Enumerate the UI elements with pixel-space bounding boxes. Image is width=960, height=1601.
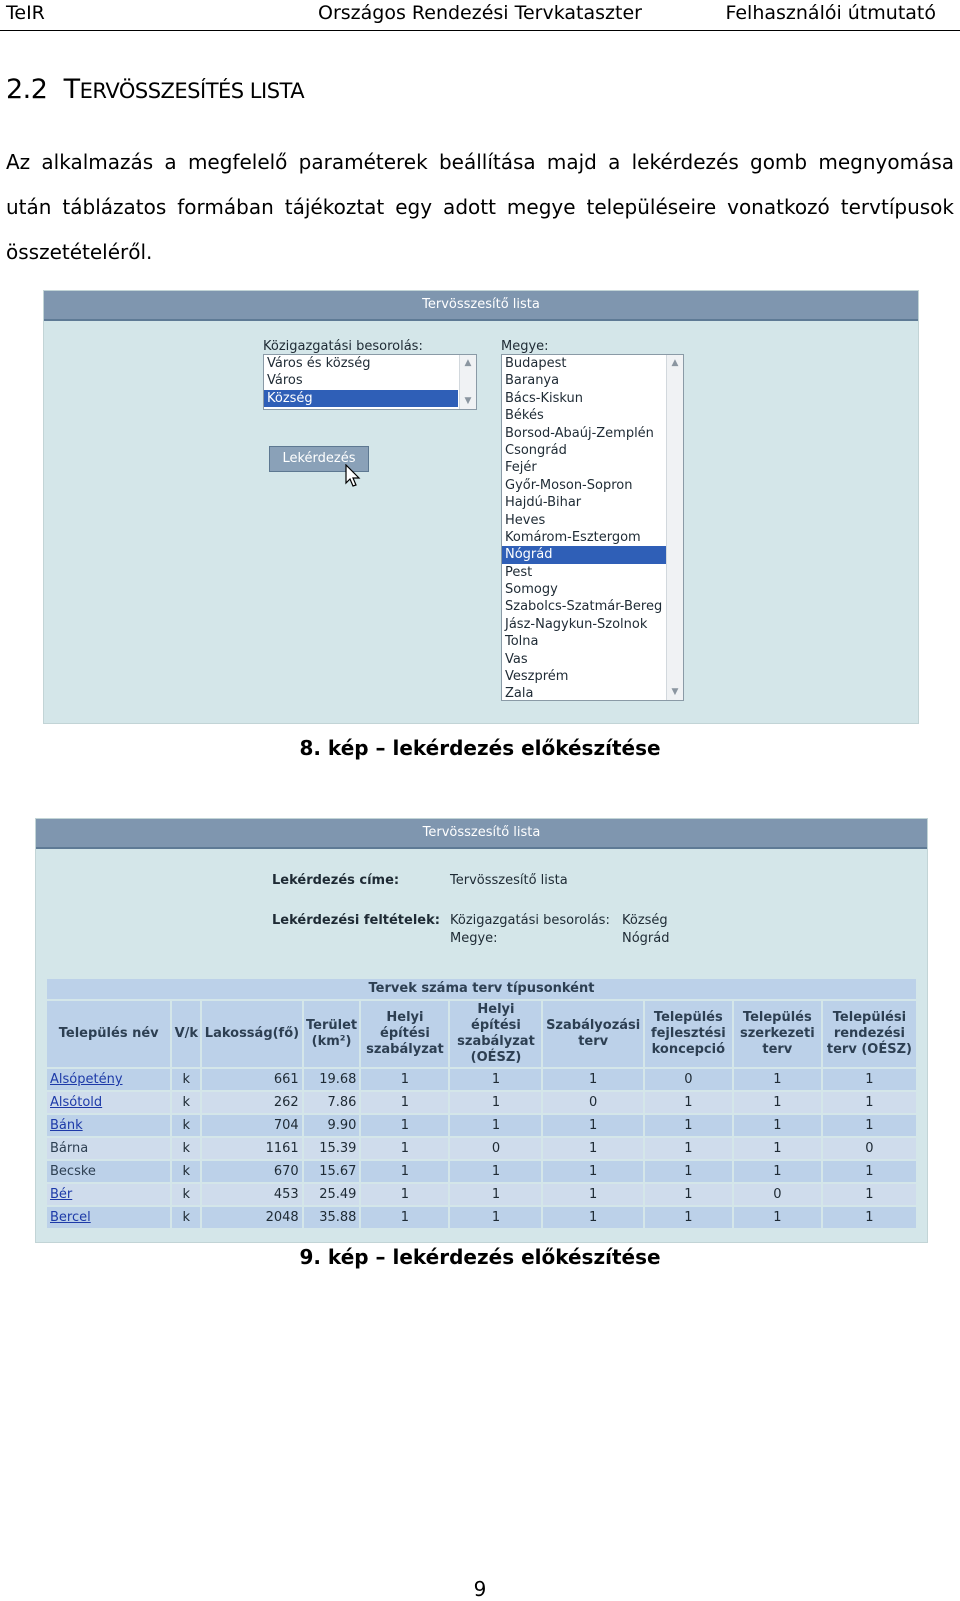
county-option[interactable]: Fejér xyxy=(505,460,537,476)
settlement-name: Bárna xyxy=(50,1141,89,1156)
area-cell: 9.90 xyxy=(304,1115,360,1136)
table-row xyxy=(47,1161,916,1182)
admin-option-selected[interactable]: Község xyxy=(264,390,458,407)
results-title: Tervösszesítő lista xyxy=(36,819,927,849)
figure-caption-8: 8. kép – lekérdezés előkészítése xyxy=(299,736,661,760)
plan-count-cell: 1 xyxy=(450,1092,541,1113)
plan-count-cell: 1 xyxy=(361,1069,448,1090)
plan-count-cell: 0 xyxy=(734,1184,821,1205)
col-header: V/k xyxy=(172,1001,200,1067)
vk-cell: k xyxy=(172,1138,200,1159)
condition-county-key: Megye: xyxy=(450,931,498,946)
settlement-link[interactable]: Alsótold xyxy=(50,1095,103,1110)
admin-listbox[interactable] xyxy=(263,354,477,410)
plan-count-cell: 1 xyxy=(645,1161,732,1182)
vk-cell: k xyxy=(172,1115,200,1136)
header-left: TeIR xyxy=(6,2,45,24)
admin-option[interactable]: Város xyxy=(267,373,303,389)
section-title-rest: ERVÖSSZESÍTÉS LISTA xyxy=(79,79,305,103)
county-option[interactable]: Békés xyxy=(505,408,544,424)
county-scrollbar[interactable] xyxy=(666,355,683,700)
area-cell: 19.68 xyxy=(304,1069,360,1090)
plan-count-cell: 1 xyxy=(645,1092,732,1113)
plan-count-cell: 1 xyxy=(645,1138,732,1159)
plan-count-cell: 1 xyxy=(734,1138,821,1159)
plan-count-cell: 1 xyxy=(361,1138,448,1159)
settlement-link[interactable]: Bercel xyxy=(50,1210,91,1225)
county-option[interactable]: Vas xyxy=(505,651,528,667)
col-header: Szabályozási terv xyxy=(543,1001,642,1067)
area-cell: 35.88 xyxy=(304,1207,360,1228)
condition-admin-key: Közigazgatási besorolás: xyxy=(450,913,610,928)
settlement-name-cell xyxy=(47,1092,170,1113)
scroll-up-icon[interactable]: ▲ xyxy=(671,358,679,368)
county-option[interactable]: Veszprém xyxy=(505,669,569,685)
county-option[interactable]: Tolna xyxy=(505,634,539,650)
population-cell: 704 xyxy=(202,1115,301,1136)
plan-count-cell: 1 xyxy=(645,1207,732,1228)
county-option-selected[interactable]: Nógrád xyxy=(502,546,666,563)
plan-count-cell: 1 xyxy=(543,1115,642,1136)
query-form-screenshot xyxy=(43,290,919,724)
settlement-link[interactable]: Bér xyxy=(50,1187,73,1202)
plan-count-cell: 1 xyxy=(645,1115,732,1136)
population-cell: 2048 xyxy=(202,1207,301,1228)
query-title-value: Tervösszesítő lista xyxy=(450,873,568,888)
plan-count-cell: 1 xyxy=(450,1184,541,1205)
vk-cell: k xyxy=(172,1069,200,1090)
plan-count-cell: 1 xyxy=(823,1092,916,1113)
county-option[interactable]: Budapest xyxy=(505,356,567,371)
figure-caption-9: 9. kép – lekérdezés előkészítése xyxy=(299,1245,661,1269)
scroll-down-icon[interactable]: ▼ xyxy=(464,396,472,406)
county-option[interactable]: Győr-Moson-Sopron xyxy=(505,477,633,493)
table-row xyxy=(47,1184,916,1205)
table-row xyxy=(47,1207,916,1228)
county-label: Megye: xyxy=(501,339,549,354)
running-header xyxy=(0,0,960,31)
plan-count-cell: 1 xyxy=(450,1207,541,1228)
plan-count-cell: 1 xyxy=(543,1069,642,1090)
paragraph-line: után táblázatos formában tájékoztat egy adott megye településeire vonatkozó tervtípusok xyxy=(6,195,954,219)
col-header: Település fejlesztési koncepció xyxy=(645,1001,732,1067)
settlement-name-cell xyxy=(47,1184,170,1205)
plan-count-cell: 1 xyxy=(734,1069,821,1090)
population-cell: 453 xyxy=(202,1184,301,1205)
section-title-first: T xyxy=(63,74,80,105)
plan-count-cell: 0 xyxy=(823,1138,916,1159)
section-heading xyxy=(6,74,304,105)
area-cell: 7.86 xyxy=(304,1092,360,1113)
col-header: Helyi építési szabályzat xyxy=(361,1001,448,1067)
plan-count-cell: 0 xyxy=(645,1069,732,1090)
results-table xyxy=(45,977,918,1230)
results-screenshot xyxy=(35,818,928,1243)
settlement-name-cell xyxy=(47,1115,170,1136)
plan-count-cell: 1 xyxy=(450,1161,541,1182)
col-header: Helyi építési szabályzat (OÉSZ) xyxy=(450,1001,541,1067)
paragraph-line: összetételéről. xyxy=(6,240,153,264)
form-title: Tervösszesítő lista xyxy=(44,291,918,321)
county-option[interactable]: Somogy xyxy=(505,582,558,598)
col-header: Terület (km²) xyxy=(304,1001,360,1067)
plan-count-cell: 1 xyxy=(543,1207,642,1228)
settlement-link[interactable]: Bánk xyxy=(50,1118,83,1133)
settlement-name-cell xyxy=(47,1138,170,1159)
table-row xyxy=(47,1069,916,1090)
area-cell: 15.67 xyxy=(304,1161,360,1182)
body-paragraph xyxy=(6,140,954,275)
county-option[interactable]: Szabolcs-Szatmár-Bereg xyxy=(505,599,663,615)
area-cell: 25.49 xyxy=(304,1184,360,1205)
col-header: Település szerkezeti terv xyxy=(734,1001,821,1067)
population-cell: 262 xyxy=(202,1092,301,1113)
page-number: 9 xyxy=(473,1577,487,1601)
table-caption: Tervek száma terv típusonként xyxy=(47,979,916,999)
condition-county-value: Nógrád xyxy=(622,931,670,946)
plan-count-cell: 1 xyxy=(450,1069,541,1090)
settlement-name-cell xyxy=(47,1207,170,1228)
admin-label: Közigazgatási besorolás: xyxy=(263,339,423,354)
header-center: Országos Rendezési Tervkataszter xyxy=(318,2,642,24)
plan-count-cell: 1 xyxy=(823,1207,916,1228)
county-option[interactable]: Zala xyxy=(505,686,534,702)
table-row xyxy=(47,1138,916,1159)
county-option[interactable]: Hajdú-Bihar xyxy=(505,495,582,511)
conditions-label: Lekérdezési feltételek: xyxy=(272,913,440,928)
plan-count-cell: 0 xyxy=(450,1138,541,1159)
plan-count-cell: 1 xyxy=(823,1161,916,1182)
plan-count-cell: 1 xyxy=(361,1115,448,1136)
admin-option[interactable]: Város és község xyxy=(267,356,371,371)
plan-count-cell: 1 xyxy=(361,1161,448,1182)
county-option[interactable]: Komárom-Esztergom xyxy=(505,529,641,545)
scroll-down-icon[interactable]: ▼ xyxy=(671,687,679,697)
vk-cell: k xyxy=(172,1184,200,1205)
settlement-name: Becske xyxy=(50,1164,96,1179)
plan-count-cell: 1 xyxy=(734,1161,821,1182)
plan-count-cell: 1 xyxy=(823,1184,916,1205)
plan-count-cell: 1 xyxy=(543,1161,642,1182)
population-cell: 670 xyxy=(202,1161,301,1182)
county-option[interactable]: Heves xyxy=(505,512,546,528)
scroll-up-icon[interactable]: ▲ xyxy=(464,358,472,368)
paragraph-line: Az alkalmazás a megfelelő paraméterek beállítása majd a lekérdezés gomb megnyomása xyxy=(6,150,954,174)
plan-count-cell: 1 xyxy=(734,1115,821,1136)
plan-count-cell: 0 xyxy=(543,1092,642,1113)
vk-cell: k xyxy=(172,1161,200,1182)
col-header: Település név xyxy=(47,1001,170,1067)
county-option[interactable]: Borsod-Abaúj-Zemplén xyxy=(505,425,654,441)
mouse-pointer-icon xyxy=(345,464,361,488)
col-header: Lakosság(fő) xyxy=(202,1001,301,1067)
county-option[interactable]: Jász-Nagykun-Szolnok xyxy=(505,616,648,632)
population-cell: 1161 xyxy=(202,1138,301,1159)
plan-count-cell: 1 xyxy=(361,1184,448,1205)
admin-scrollbar[interactable] xyxy=(459,355,476,409)
county-option[interactable]: Pest xyxy=(505,564,533,580)
settlement-name-cell xyxy=(47,1161,170,1182)
plan-count-cell: 1 xyxy=(543,1184,642,1205)
settlement-link[interactable]: Alsópetény xyxy=(50,1072,123,1087)
table-row xyxy=(47,1115,916,1136)
section-number: 2.2 xyxy=(6,74,48,105)
plan-count-cell: 1 xyxy=(734,1092,821,1113)
area-cell: 15.39 xyxy=(304,1138,360,1159)
plan-count-cell: 1 xyxy=(361,1092,448,1113)
plan-count-cell: 1 xyxy=(361,1207,448,1228)
population-cell: 661 xyxy=(202,1069,301,1090)
query-title-label: Lekérdezés címe: xyxy=(272,873,400,888)
county-option[interactable]: Baranya xyxy=(505,373,560,389)
col-header: Települési rendezési terv (OÉSZ) xyxy=(823,1001,916,1067)
plan-count-cell: 1 xyxy=(734,1207,821,1228)
county-option[interactable]: Bács-Kiskun xyxy=(505,390,584,406)
table-row xyxy=(47,1092,916,1113)
plan-count-cell: 1 xyxy=(823,1115,916,1136)
condition-admin-value: Község xyxy=(622,913,668,928)
settlement-name-cell xyxy=(47,1069,170,1090)
plan-count-cell: 1 xyxy=(823,1069,916,1090)
plan-count-cell: 1 xyxy=(450,1115,541,1136)
plan-count-cell: 1 xyxy=(645,1184,732,1205)
header-right: Felhasználói útmutató xyxy=(725,2,936,24)
query-button[interactable]: Lekérdezés xyxy=(269,446,369,472)
plan-count-cell: 1 xyxy=(543,1138,642,1159)
vk-cell: k xyxy=(172,1207,200,1228)
county-listbox[interactable] xyxy=(501,354,684,701)
vk-cell: k xyxy=(172,1092,200,1113)
county-option[interactable]: Csongrád xyxy=(505,442,567,458)
